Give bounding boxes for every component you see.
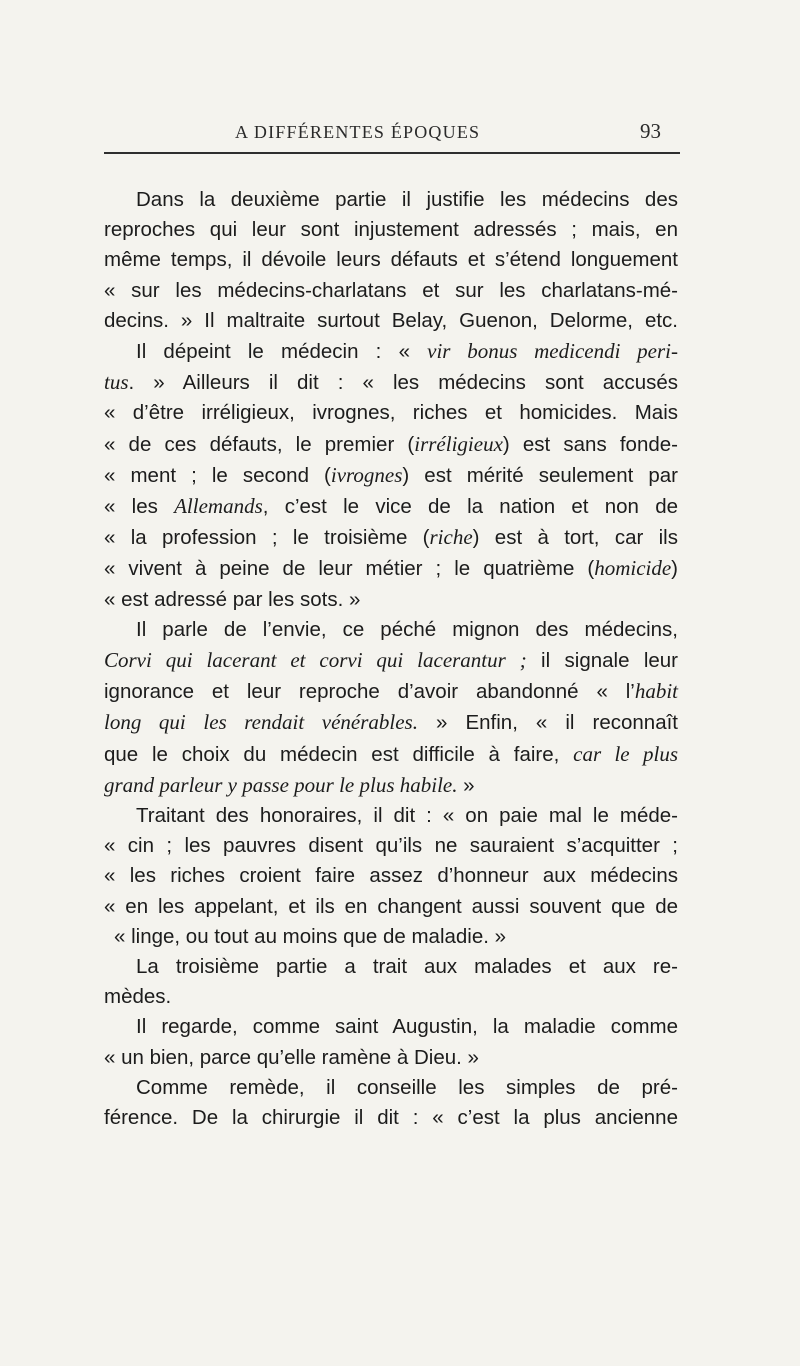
text-line: « d’être irréligieux, ivrognes, riches et homicides. Mais [104, 401, 678, 425]
paragraph [104, 615, 678, 801]
text-line: « les riches croient faire assez d’honneur aux médecins [104, 864, 678, 888]
text-line: Dans la deuxième partie il justifie les médecins des [136, 188, 678, 211]
text-line: Comme remède, il conseille les simples de pré- [136, 1075, 678, 1099]
text-line: Il dépeint le médecin : « vir bonus medicendi peri- [136, 339, 678, 364]
text-line: « de ces défauts, le premier (irréligieux) est sans fonde- [104, 431, 678, 456]
paragraph [104, 801, 678, 952]
text-line: « ment ; le second (ivrognes) est mérité seulement par [104, 462, 678, 487]
text-line: Il parle de l’envie, ce péché mignon des médecins, [136, 617, 678, 641]
text-line: ignorance et leur reproche d’avoir abandonné « l’habit [104, 679, 678, 704]
text-line: Corvi qui lacerant et corvi qui lacerantur ; il signale leur [104, 648, 678, 673]
text-line: reproches qui leur sont injustement adressés ; mais, en [104, 218, 678, 242]
text-line: férence. De la chirurgie il dit : « c’est la plus ancienne [104, 1106, 678, 1130]
paragraph [104, 952, 678, 1012]
running-title: A DIFFÉRENTES ÉPOQUES [235, 122, 481, 142]
text-line: « sur les médecins-charlatans et sur les charlatans-mé- [104, 278, 678, 302]
text-line: tus. » Ailleurs il dit : « les médecins sont accusés [104, 370, 678, 395]
paragraph [104, 1012, 678, 1072]
text-line: long qui les rendait vénérables. » Enfin, « il reconnaît [104, 710, 678, 735]
page-number: 93 [640, 119, 661, 143]
text-line: decins. » Il maltraite surtout Belay, Guenon, Delorme, etc. [104, 308, 678, 332]
paragraph [104, 336, 678, 615]
text-line: « vivent à peine de leur métier ; le quatrième (homicide) [104, 556, 678, 581]
text-line: Il regarde, comme saint Augustin, la maladie comme [136, 1015, 678, 1039]
text-line: grand parleur y passe pour le plus habile. » [104, 772, 475, 797]
text-line: « les Allemands, c’est le vice de la nation et non de [104, 494, 678, 519]
text-line: « cin ; les pauvres disent qu’ils ne sauraient s’acquitter ; [104, 834, 678, 858]
header-rule [104, 152, 680, 154]
paragraph [104, 185, 678, 336]
text-line: « en les appelant, et ils en changent aussi souvent que de [104, 894, 678, 918]
text-line: que le choix du médecin est difficile à faire, car le plus [104, 741, 678, 766]
text-line: « est adressé par les sots. » [104, 587, 361, 611]
text-line: même temps, il dévoile leurs défauts et s’étend longuement [104, 248, 678, 272]
paragraph [104, 1073, 678, 1133]
text-line: La troisième partie a trait aux malades et aux re- [136, 955, 678, 979]
body-text [104, 185, 678, 1133]
text-line: « la profession ; le troisième (riche) est à tort, car ils [104, 525, 678, 550]
text-line: mèdes. [104, 985, 172, 1009]
text-line: « un bien, parce qu’elle ramène à Dieu. » [104, 1045, 479, 1069]
text-line: Traitant des honoraires, il dit : « on paie mal le méde- [136, 804, 678, 828]
text-line: « linge, ou tout au moins que de maladie. » [114, 924, 507, 948]
